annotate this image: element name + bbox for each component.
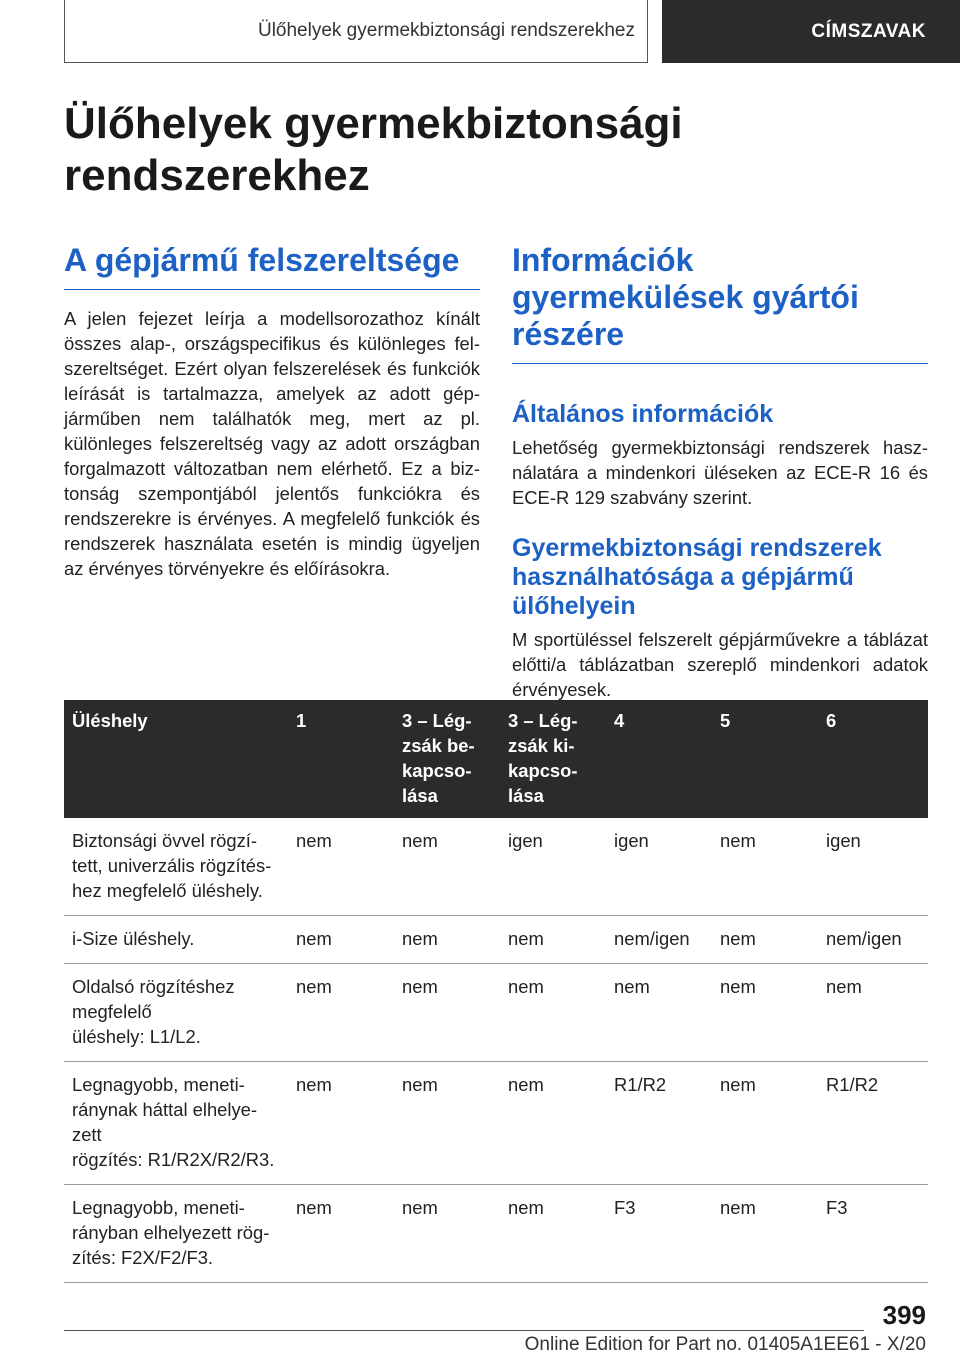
page-title: Ülőhelyek gyermekbiztonsági rendszerekhez [64,99,683,200]
subsection-body-general: Lehetőség gyermekbiztonsági rendszerek használatára a mindenkori üléseken az ECE-R 16 és ECE-R 129 szabvány szerint. [512,437,928,508]
seat-usability-table [64,700,928,1283]
suitability-cell: igen [606,818,712,916]
header-tab-label: CÍMSZAVAK [811,20,926,42]
table-header-cell: Üléshely [64,700,288,818]
suitability-cell: R1/R2 [606,1062,712,1185]
suitability-cell: nem/igen [818,916,928,964]
suitability-cell: nem [712,916,818,964]
table-header-cell: 3 – Légzsák kikapcsolása [500,700,606,818]
header-section-box [64,0,648,63]
seat-position-cell: Legnagyobb, menetiránynak háttal elhelyezett rögzítés: R1/R2X/R2/R3. [64,1062,288,1185]
left-column [64,242,480,581]
table-header-row [64,700,928,818]
suitability-cell: nem [818,964,928,1062]
subsection-title-general: Általános információk [512,400,774,428]
subsection-title-usability: Gyermekbiztonsági rendszerek használhatósága a gépjármű ülőhelyein [512,534,882,620]
footer-edition: Online Edition for Part no. 01405A1EE61 - X/20 [524,1334,926,1355]
suitability-cell: nem [394,964,500,1062]
suitability-cell: nem [394,818,500,916]
right-column [512,242,928,702]
suitability-cell: nem [288,1062,394,1185]
section-body-equipment: A jelen fejezet leírja a modellsorozathoz kínált összes alap-, országspecifikus és különleges felszereltséget. Ezért olyan felszerelések és funkciók leírását is tartalmazza, amelyek az adott gépjárműben nem találhatók meg, mert az pl. különleges felszereltség vagy az adott országban forgalmazott változatban nem elérhető. Ez a biztonság szempontjából jelentős funkciókra és rendszerekre is érvényes. A megfelelő funkciók és rendszerek használata esetén is mindig ügyeljen az érvényes törvényekre és előírásokra. [64,308,480,579]
suitability-cell: nem [288,964,394,1062]
section-title-equipment: A gépjármű felszereltsége [64,242,480,290]
subsection-body-usability: M sportüléssel felszerelt gépjárművekre a táblázat előtti/a táblázatban szereplő mindenkori adatok érvényesek. [512,629,928,700]
suitability-cell: F3 [606,1185,712,1283]
suitability-cell: F3 [818,1185,928,1283]
suitability-cell: nem [606,964,712,1062]
suitability-cell: nem/igen [606,916,712,964]
suitability-cell: nem [288,1185,394,1283]
table-row [64,916,928,964]
seat-position-cell: Biztonsági övvel rögzített, univerzális rögzítéshez megfelelő üléshely. [64,818,288,916]
suitability-cell: nem [500,916,606,964]
header-tab[interactable] [662,0,960,63]
suitability-cell: nem [500,1062,606,1185]
table-header-cell: 4 [606,700,712,818]
table-header-cell: 1 [288,700,394,818]
suitability-cell: igen [500,818,606,916]
table-header-cell: 5 [712,700,818,818]
suitability-cell: nem [712,1185,818,1283]
seat-position-cell: Oldalsó rögzítéshez megfelelő üléshely: L1/L2. [64,964,288,1062]
header-section-label: Ülőhelyek gyermekbiztonsági rendszerekhez [257,20,635,41]
page-number: 399 [882,1300,926,1330]
table-row [64,818,928,916]
section-title-child-seat-info: Információk gyermekülések gyártói részére [512,242,928,364]
table-header-cell: 6 [818,700,928,818]
suitability-cell: nem [288,818,394,916]
table-row [64,1062,928,1185]
footer-divider [64,1330,864,1331]
suitability-cell: nem [394,916,500,964]
table-row [64,1185,928,1283]
table-row [64,964,928,1062]
table-header-cell: 3 – Légzsák bekapcsolása [394,700,500,818]
suitability-cell: nem [394,1185,500,1283]
suitability-cell: nem [712,964,818,1062]
suitability-cell: nem [712,818,818,916]
seat-position-cell: Legnagyobb, menetirányban elhelyezett rögzítés: F2X/F2/F3. [64,1185,288,1283]
suitability-cell: nem [500,964,606,1062]
suitability-cell: nem [288,916,394,964]
suitability-cell: igen [818,818,928,916]
suitability-cell: nem [500,1185,606,1283]
seat-position-cell: i-Size üléshely. [64,916,288,964]
suitability-cell: R1/R2 [818,1062,928,1185]
suitability-cell: nem [394,1062,500,1185]
suitability-cell: nem [712,1062,818,1185]
